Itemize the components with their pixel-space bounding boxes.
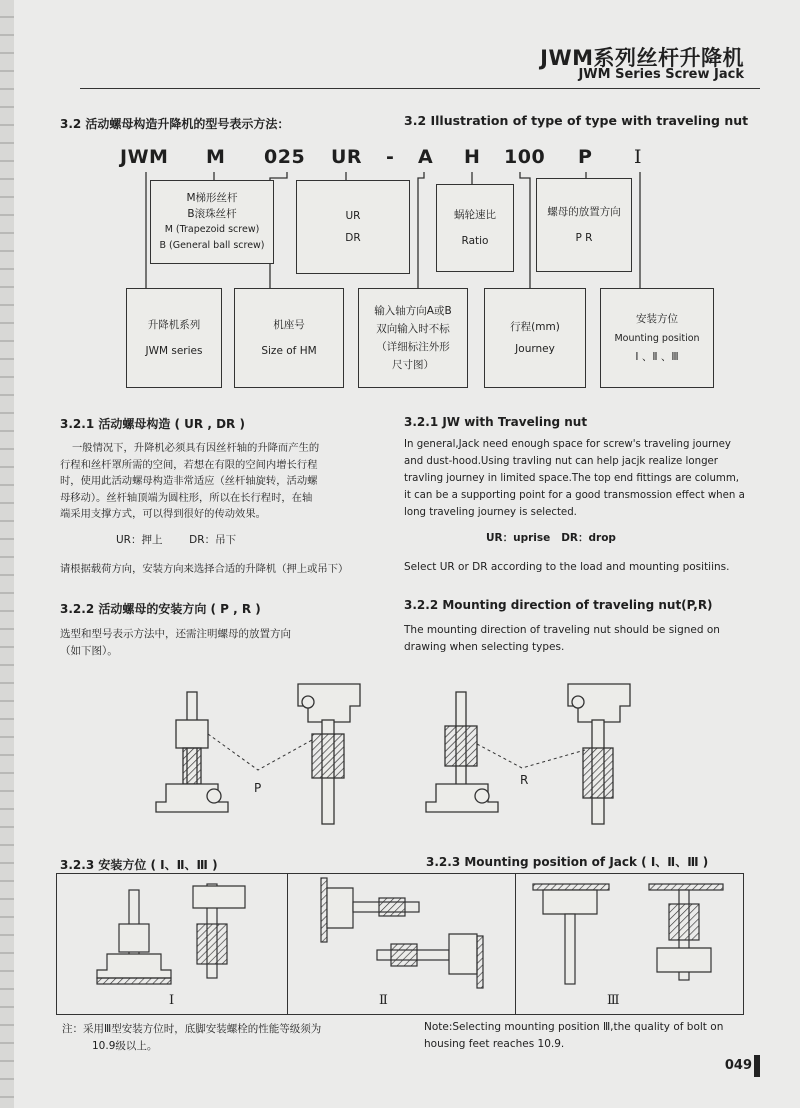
note-cn: 注：采用Ⅲ型安装方位时，底脚安装螺栓的性能等级须为 10.9级以上。 — [62, 1023, 322, 1052]
code-screw-type: M — [206, 146, 226, 168]
code-journey: 100 — [504, 146, 546, 168]
page-number-bar — [754, 1055, 760, 1077]
jack-position-3 — [533, 884, 723, 984]
box-series: 升降机系列 JWM series — [126, 288, 222, 388]
box-journey: 行程(mm) Journey — [484, 288, 586, 388]
code-nut-direction: P — [578, 146, 593, 168]
jack-r-hanging — [568, 684, 630, 824]
box-nut-direction: 螺母的放置方向 P R — [536, 178, 632, 272]
note-en: Note:Selecting mounting position Ⅲ,the quality of bolt on housing feet reaches 10.9. — [424, 1021, 724, 1050]
code-series: JWM — [120, 146, 169, 168]
jack-p-upright — [156, 692, 228, 812]
jack-position-2 — [321, 878, 483, 988]
header-title-en: JWM Series Screw Jack — [578, 67, 744, 82]
code-ratio: H — [464, 146, 481, 168]
section-3-2-2-para-cn: 选型和型号表示方法中，还需注明螺母的放置方向 （如下图）。 — [60, 628, 291, 657]
box-structure: UR DR — [296, 180, 410, 274]
label-p: P — [254, 781, 262, 795]
code-input-direction: A — [418, 146, 434, 168]
section-3-2-1-para-cn: 一般情况下，升降机必须具有因丝杆轴的升降而产生的 行程和丝杆罩所需的空间，若想在有限的空间内增长行程 时，使用此活动螺母构造非常适应（丝杆轴旋转，活动螺 母移动）。丝杆轴顶端为圆柱形，所以在长行程时，在轴 端采用支撑方式，可以得到很好的传动效果。 — [60, 442, 320, 520]
select-cn: 请根据载荷方向，安装方向来选择合适的升降机（押上或吊下） — [60, 563, 349, 575]
section-3-2-title-cn: 3.2 活动螺母构造升降机的型号表示方法： — [60, 117, 290, 131]
page-number: 049 — [724, 1058, 752, 1073]
label-position-2: Ⅱ — [379, 993, 388, 1008]
section-3-2-2-para-en: The mounting direction of traveling nut should be signed on drawing when selecting types. — [404, 624, 720, 653]
section-3-2-3-title-en: 3.2.3 Mounting position of Jack ( Ⅰ、Ⅱ、Ⅲ ) — [426, 855, 709, 869]
label-r: R — [520, 773, 529, 787]
section-3-2-1-title-cn: 3.2.1 活动螺母构造 ( UR , DR ) — [60, 417, 245, 431]
mounting-position-panel — [56, 873, 744, 1015]
select-en: Select UR or DR according to the load and mounting positiins. — [404, 561, 730, 573]
p-leader-line — [208, 734, 312, 770]
box-mounting: 安装方位 Mounting position Ⅰ 、Ⅱ 、Ⅲ — [600, 288, 714, 388]
code-size: 025 — [264, 146, 306, 168]
code-structure: UR — [331, 146, 363, 168]
box-screw-type: M梯形丝杆 B滚珠丝杆 M (Trapezoid screw) B (General ball screw) — [150, 180, 274, 264]
section-3-2-1-title-en: 3.2.1 JW with Traveling nut — [404, 415, 588, 429]
nut-direction-drawings — [0, 680, 800, 830]
r-leader-line — [477, 744, 585, 768]
mounting-drawings — [57, 874, 743, 1014]
label-position-1: Ⅰ — [169, 993, 175, 1008]
code-mounting: I — [634, 146, 643, 168]
box-ratio: 蜗轮速比 Ratio — [436, 184, 514, 272]
section-3-2-title-en: 3.2 Illustration of type of type with traveling nut — [404, 113, 749, 128]
section-3-2-2-title-en: 3.2.2 Mounting direction of traveling nut(P,R) — [404, 598, 713, 612]
jack-position-1 — [97, 884, 245, 984]
section-3-2-1-para-en: In general,Jack need enough space for screw's traveling journey and dust-hood.Using travling nut can help jacjk realize longer travling journey in limited space.The top end fittings are columm, it can be a supporting point for a good transmossion effect when a long traveling journey is selected. — [404, 439, 745, 518]
jack-p-hanging — [298, 684, 360, 824]
ur-dr-en: UR：uprise DR：drop — [486, 532, 616, 544]
jack-r-upright — [426, 692, 498, 812]
section-3-2-2-title-cn: 3.2.2 活动螺母的安装方向 ( P , R ) — [60, 602, 261, 616]
header-title-cn: JWM系列丝杆升降机 — [540, 46, 744, 70]
box-input-direction: 输入轴方向A或B 双向输入时不标 （详细标注外形 尺寸图） — [358, 288, 468, 388]
box-size: 机座号 Size of HM — [234, 288, 344, 388]
ur-dr-cn: UR：押上 DR：吊下 — [116, 534, 237, 546]
label-position-3: Ⅲ — [607, 993, 620, 1008]
code-dash: - — [386, 146, 395, 168]
section-3-2-3-title-cn: 3.2.3 安装方位 ( Ⅰ、Ⅱ、Ⅲ ) — [60, 858, 218, 872]
